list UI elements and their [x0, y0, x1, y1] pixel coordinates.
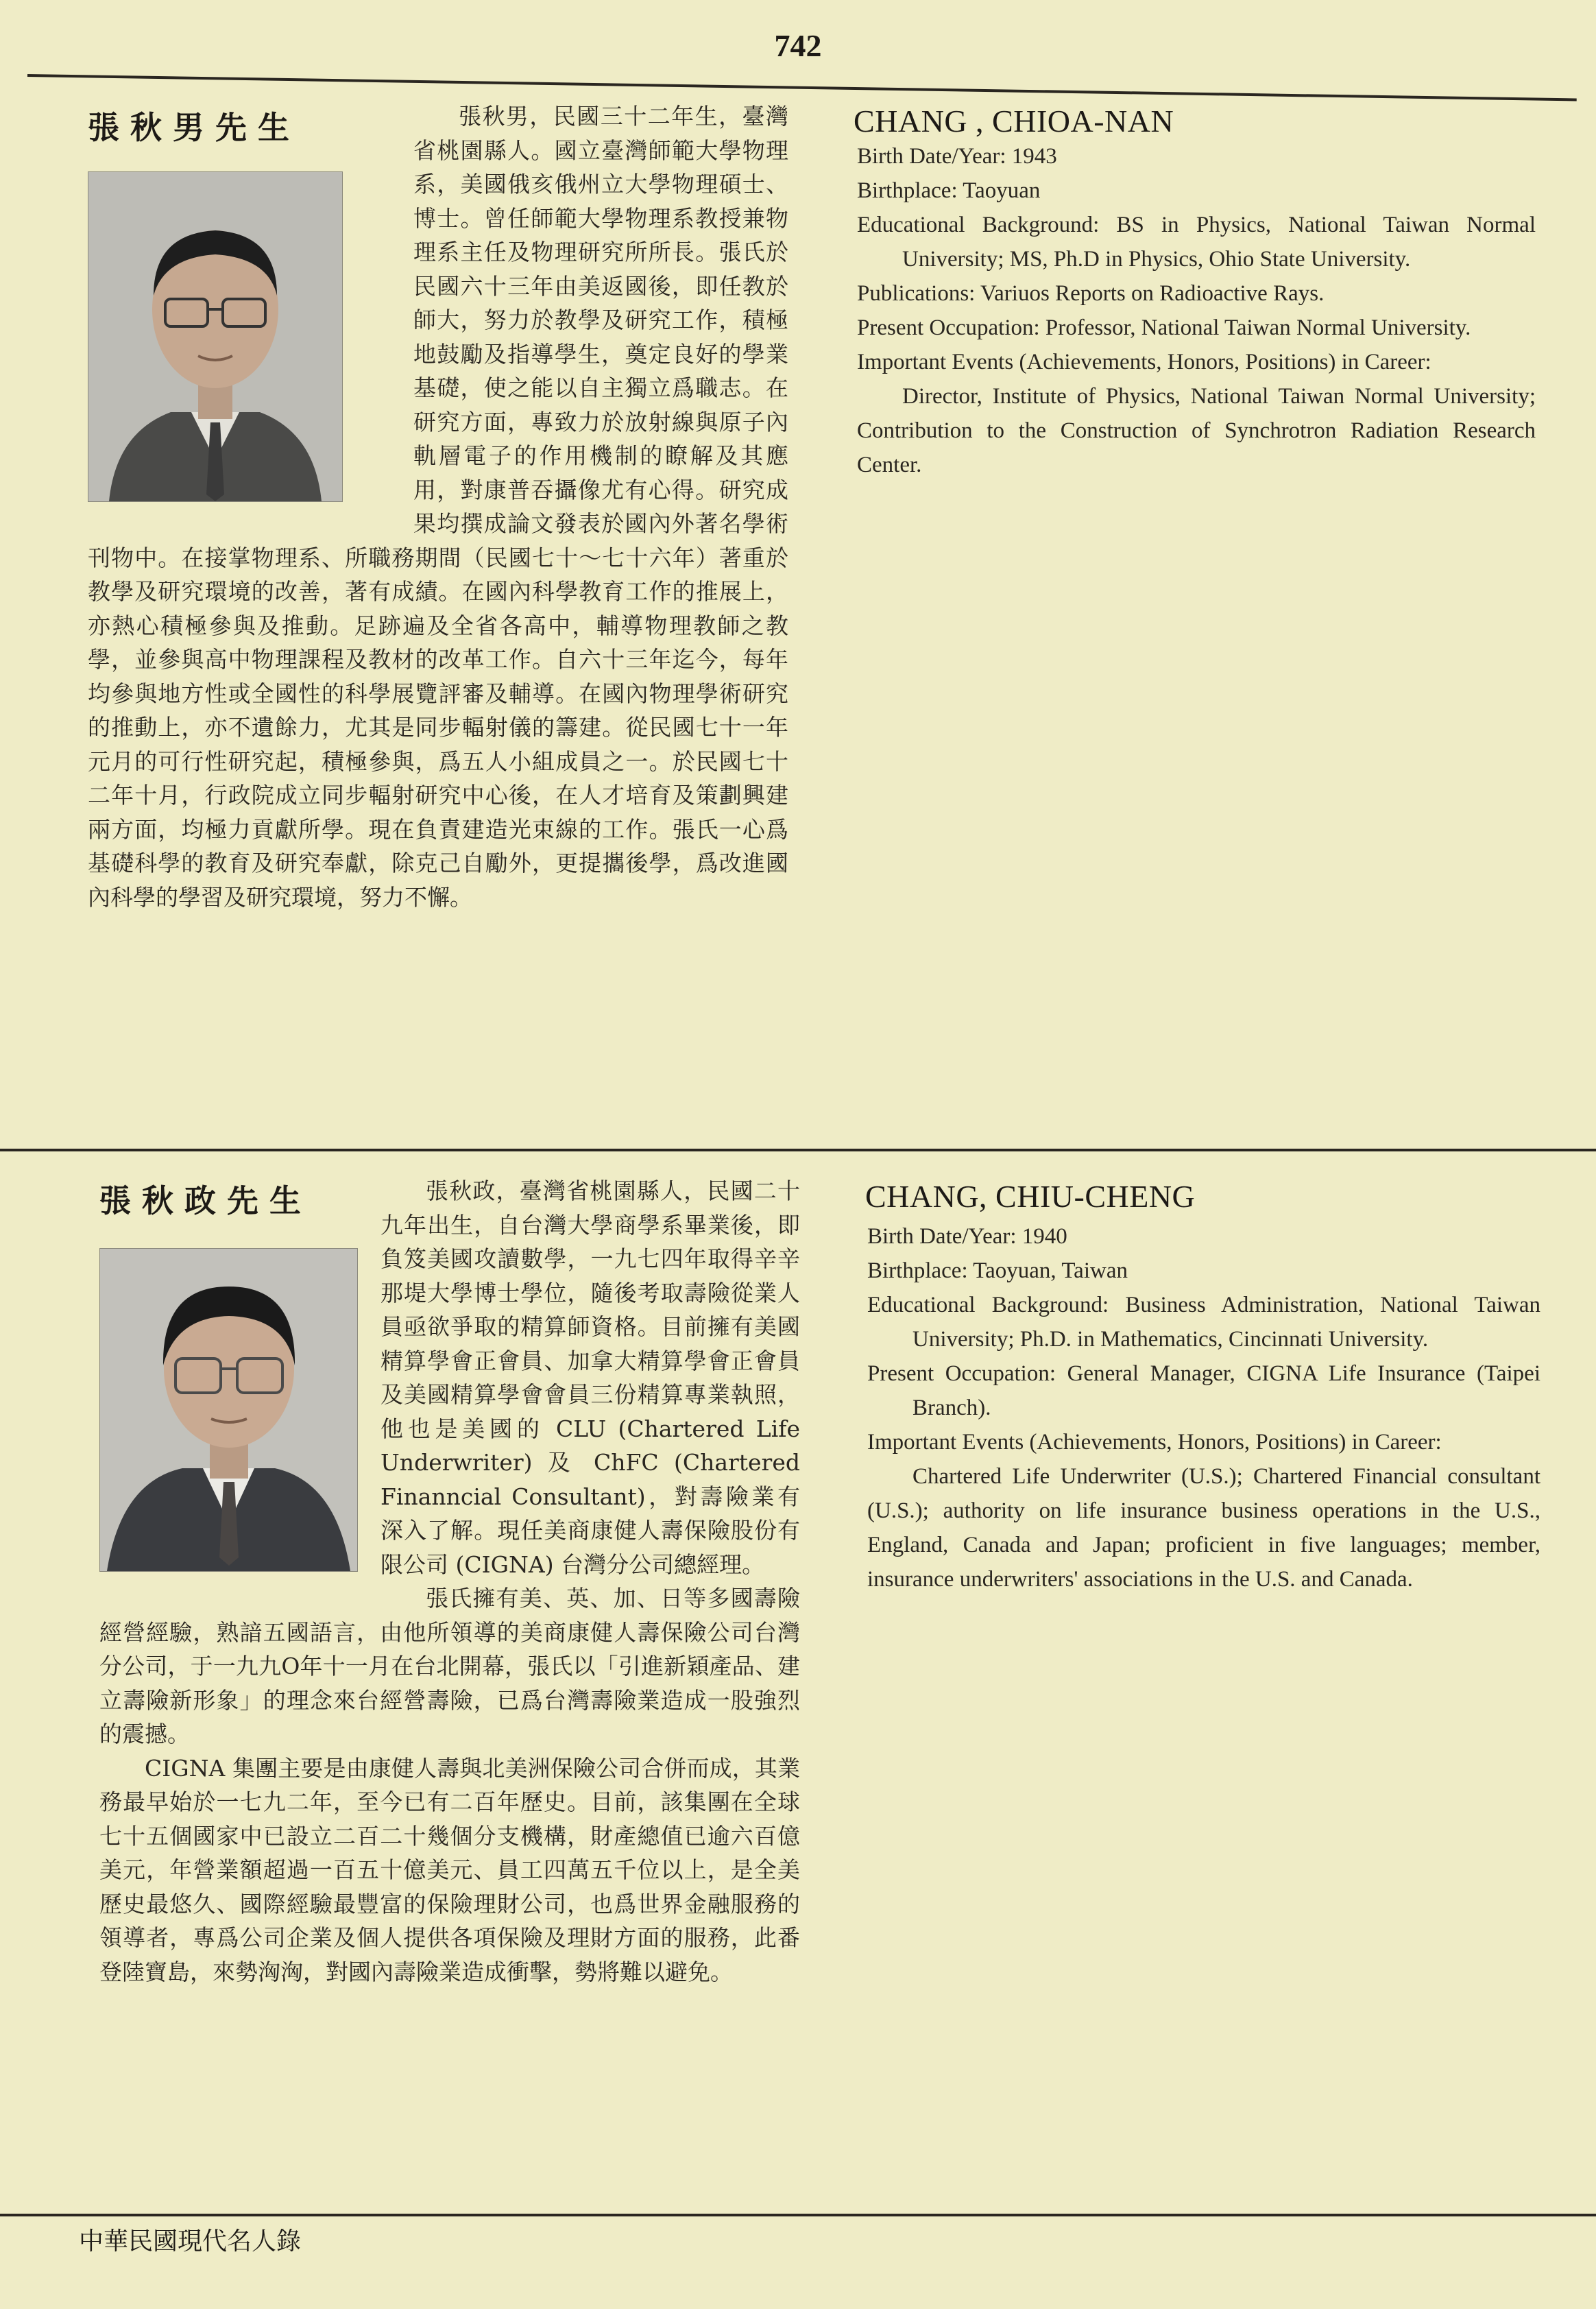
education: Educational Background: BS in Physics, National Taiwan Normal University; MS, Ph.D in Physics, Ohio State University.: [857, 213, 1536, 272]
english-details: [867, 1219, 1540, 1596]
page-number: 742: [774, 28, 822, 63]
birth-date: Birth Date/Year: 1940: [867, 1224, 1067, 1249]
education: Educational Background: Business Administration, National Taiwan University; Ph.D. in Mathematics, Cincinnati University.: [867, 1293, 1540, 1352]
english-name: CHANG , CHIOA-NAN: [854, 104, 1174, 139]
chinese-biography: [99, 1174, 800, 1989]
chinese-paragraph: 張秋政，臺灣省桃園縣人，民國二十九年出生，自台灣大學商學系畢業後，即負笈美國攻讀數學，一九七四年取得辛辛那堤大學博士學位，隨後考取壽險從業人員亟欲爭取的精算師資格。目前擁有美國精算學會正會員、加拿大精算學會正會員及美國精算學會會員三份精算專業執照，他也是美國的 CLU (Chartered Life Underwriter) 及 ChFC (Chartered Finanncial Consultant)，對壽險業有深入了解。現任美商康健人壽保險股份有限公司 (CIGNA) 台灣分公司總經理。: [380, 1177, 800, 1578]
section-divider: [0, 1149, 1596, 1151]
chinese-name: 張秋政先生: [99, 1182, 312, 1219]
chinese-paragraph: CIGNA 集團主要是由康健人壽與北美洲保險公司合併而成，其業務最早始於一七九二年，至今已有二百年歷史。目前，該集團在全球七十五個國家中已設立二百二十幾個分支機構，財產總值已逾六百億美元，年營業額超過一百五十億美元、員工四萬五千位以上，是全美歷史最悠久、國際經驗最豐富的保險理財公司，也爲世界金融服務的領導者，專爲公司企業及個人提供各項保險及理財方面的服務，此番登陸寶島，來勢洶洶，對國內壽險業造成衝擊，勢將難以避免。: [99, 1754, 800, 1985]
events-text: Director, Institute of Physics, National Taiwan Normal University; Contribution to the Construction of Synchrotron Radiation Research Center.: [857, 384, 1536, 477]
events-heading: Important Events (Achievements, Honors, Positions) in Career:: [867, 1430, 1442, 1455]
occupation: Present Occupation: General Manager, CIGNA Life Insurance (Taipei Branch).: [867, 1361, 1540, 1420]
birthplace: Birthplace: Taoyuan, Taiwan: [867, 1258, 1128, 1283]
english-name: CHANG, CHIU-CHENG: [865, 1179, 1196, 1214]
birthplace: Birthplace: Taoyuan: [857, 178, 1041, 203]
footer-title: 中華民國現代名人錄: [79, 2227, 302, 2256]
chinese-paragraph: 張氏擁有美、英、加、日等多國壽險經營經驗，熟諳五國語言，由他所領導的美商康健人壽保險公司台灣分公司，于一九九O年十一月在台北開幕，張氏以「引進新穎產品、建立壽險新形象」的理念來台經營壽險，已爲台灣壽險業造成一股強烈的震撼。: [99, 1585, 800, 1747]
footer-rule: [0, 2214, 1596, 2216]
chinese-name: 張秋男先生: [88, 109, 300, 146]
birth-date: Birth Date/Year: 1943: [857, 144, 1057, 169]
english-details: [857, 139, 1536, 482]
publications: Publications: Variuos Reports on Radioactive Rays.: [857, 281, 1325, 306]
events-heading: Important Events (Achievements, Honors, Positions) in Career:: [857, 350, 1431, 374]
chinese-biography: [88, 99, 788, 914]
chinese-paragraph: 張秋男，民國三十二年生，臺灣省桃園縣人。國立臺灣師範大學物理系，美國俄亥俄州立大學物理碩士、博士。曾任師範大學物理系教授兼物理系主任及物理研究所所長。張氏於民國六十三年由美返國後，即任教於師大，努力於教學及研究工作，積極地鼓勵及指導學生，奠定良好的學業基礎，使之能以自主獨立爲職志。在研究方面，專致力於放射線與原子內軌層電子的作用機制的瞭解及其應用，對康普吞攝像尤有心得。研究成果均撰成論文發表於國內外著名學術刊物中。在接掌物理系、所職務期間（民國七十～七十六年）著重於教學及研究環境的改善，著有成績。在國內科學教育工作的推展上，亦熱心積極參與及推動。足跡遍及全省各高中，輔導物理教師之教學，並參與高中物理課程及教材的改革工作。自六十三年迄今，每年均參與地方性或全國性的科學展覽評審及輔導。在國內物理學術研究的推動上，亦不遺餘力，尤其是同步輻射儀的籌建。從民國七十一年元月的可行性研究起，積極參與，爲五人小組成員之一。於民國七十二年十月，行政院成立同步輻射研究中心後，在人才培育及策劃興建兩方面，均極力貢獻所學。現在負責建造光束線的工作。張氏一心爲基礎科學的教育及研究奉獻，除克己自勵外，更提攜後學，爲改進國內科學的學習及研究環境，努力不懈。: [88, 103, 788, 911]
occupation: Present Occupation: Professor, National Taiwan Normal University.: [857, 315, 1471, 340]
events-text: Chartered Life Underwriter (U.S.); Chartered Financial consultant (U.S.); authority on life insurance business operations in the U.S., England, Canada and Japan; proficient in five languages; member, insurance underwriters' associations in the U.S. and Canada.: [867, 1464, 1540, 1592]
top-rule: [27, 74, 1577, 101]
